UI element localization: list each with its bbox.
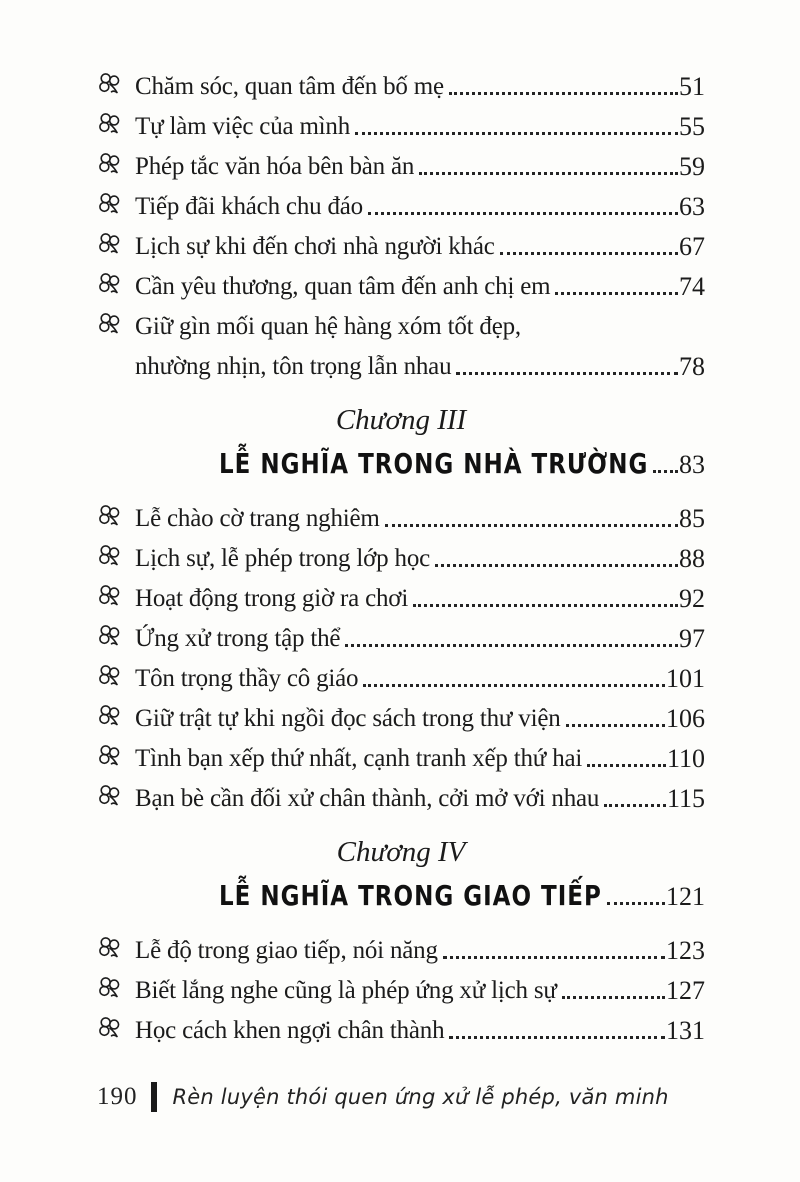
folio-page-number: 190 bbox=[97, 1083, 138, 1110]
toc-entry-page-number: 85 bbox=[679, 504, 705, 534]
toc-entry-title: Phép tắc văn hóa bên bàn ăn bbox=[135, 153, 415, 181]
toc-entry-page-number: 115 bbox=[666, 784, 705, 814]
dot-leader bbox=[607, 902, 665, 905]
toc-entry bbox=[97, 302, 705, 342]
dot-leader bbox=[555, 292, 678, 295]
dot-leader bbox=[435, 564, 678, 567]
toc-entry bbox=[97, 142, 705, 182]
toc-entry-title: Hoạt động trong giờ ra chơi bbox=[135, 585, 409, 613]
table-of-contents bbox=[97, 62, 705, 1046]
clover-bullet-icon bbox=[97, 311, 135, 342]
clover-bullet-icon bbox=[97, 583, 135, 614]
toc-entry-page-number: 59 bbox=[679, 152, 705, 182]
dot-leader bbox=[345, 644, 678, 647]
toc-section-items bbox=[97, 926, 705, 1046]
toc-entry-page-number: 127 bbox=[666, 976, 705, 1006]
toc-entry bbox=[97, 262, 705, 302]
toc-entry-page-number: 67 bbox=[679, 232, 705, 262]
toc-entry-title: Tiếp đãi khách chu đáo bbox=[135, 193, 363, 221]
toc-entry bbox=[97, 102, 705, 142]
dot-leader bbox=[604, 804, 666, 807]
toc-entry-page-number: 106 bbox=[666, 704, 705, 734]
toc-entry bbox=[97, 574, 705, 614]
footer-book-title: Rèn luyện thói quen ứng xử lễ phép, văn minh bbox=[172, 1085, 669, 1109]
dot-leader bbox=[456, 372, 678, 375]
toc-entry-page-number: 74 bbox=[679, 272, 705, 302]
toc-entry bbox=[97, 734, 705, 774]
dot-leader bbox=[566, 724, 665, 727]
toc-entry bbox=[97, 62, 705, 102]
toc-entry-page-number: 101 bbox=[666, 664, 705, 694]
clover-bullet-icon bbox=[97, 743, 135, 774]
toc-entry bbox=[97, 966, 705, 1006]
dot-leader bbox=[413, 604, 678, 607]
toc-entry bbox=[97, 654, 705, 694]
clover-bullet-icon bbox=[97, 111, 135, 142]
toc-entry-page-number: 92 bbox=[679, 584, 705, 614]
toc-entry bbox=[97, 342, 705, 382]
toc-section-items bbox=[97, 494, 705, 814]
chapter-page-number: 121 bbox=[666, 882, 705, 912]
chapter-heading bbox=[97, 836, 705, 912]
toc-section-items bbox=[97, 62, 705, 382]
clover-bullet-icon bbox=[97, 71, 135, 102]
dot-leader bbox=[355, 132, 678, 135]
toc-entry bbox=[97, 694, 705, 734]
toc-entry-title: Tự làm việc của mình bbox=[135, 113, 351, 141]
toc-entry-page-number: 131 bbox=[666, 1016, 705, 1046]
chapter-page-number: 83 bbox=[679, 450, 705, 480]
toc-entry-title: Giữ trật tự khi ngồi đọc sách trong thư viện bbox=[135, 705, 561, 733]
clover-bullet-icon bbox=[97, 503, 135, 534]
toc-entry-page-number: 110 bbox=[666, 744, 705, 774]
toc-entry-page-number: 123 bbox=[666, 936, 705, 966]
dot-leader bbox=[363, 684, 665, 687]
chapter-title-row bbox=[97, 440, 705, 480]
footer-divider-bar bbox=[151, 1082, 157, 1112]
toc-entry-title: nhường nhịn, tôn trọng lẫn nhau bbox=[135, 353, 452, 381]
dot-leader bbox=[368, 212, 678, 215]
toc-entry-title: Tôn trọng thầy cô giáo bbox=[135, 665, 359, 693]
dot-leader bbox=[443, 956, 665, 959]
toc-entry bbox=[97, 534, 705, 574]
toc-entry-page-number: 63 bbox=[679, 192, 705, 222]
clover-bullet-icon bbox=[97, 623, 135, 654]
toc-entry-page-number: 51 bbox=[679, 72, 705, 102]
dot-leader bbox=[449, 92, 678, 95]
toc-entry bbox=[97, 1006, 705, 1046]
toc-entry-title: Lễ chào cờ trang nghiêm bbox=[135, 505, 380, 533]
dot-leader bbox=[449, 1036, 665, 1039]
toc-entry bbox=[97, 222, 705, 262]
toc-entry bbox=[97, 926, 705, 966]
clover-bullet-icon bbox=[97, 935, 135, 966]
clover-bullet-icon bbox=[97, 663, 135, 694]
clover-bullet-icon bbox=[97, 703, 135, 734]
clover-bullet-icon bbox=[97, 191, 135, 222]
toc-entry-title: Lễ độ trong giao tiếp, nói năng bbox=[135, 937, 438, 965]
chapter-title: LỄ NGHĨA TRONG NHÀ TRƯỜNG bbox=[219, 449, 649, 480]
clover-bullet-icon bbox=[97, 151, 135, 182]
toc-entry-title: Bạn bè cần đối xử chân thành, cởi mở với nhau bbox=[135, 785, 600, 813]
toc-entry-title: Cần yêu thương, quan tâm đến anh chị em bbox=[135, 273, 551, 301]
toc-entry-title: Biết lắng nghe cũng là phép ứng xử lịch sự bbox=[135, 977, 557, 1005]
clover-bullet-icon bbox=[97, 231, 135, 262]
dot-leader bbox=[587, 764, 666, 767]
toc-entry bbox=[97, 614, 705, 654]
clover-bullet-icon bbox=[97, 271, 135, 302]
toc-entry-page-number: 78 bbox=[679, 352, 705, 382]
toc-entry-page-number: 88 bbox=[679, 544, 705, 574]
clover-bullet-icon bbox=[97, 543, 135, 574]
toc-entry-page-number: 97 bbox=[679, 624, 705, 654]
dot-leader bbox=[385, 524, 678, 527]
toc-entry-title: Học cách khen ngợi chân thành bbox=[135, 1017, 445, 1045]
chapter-title: LỄ NGHĨA TRONG GIAO TIẾP bbox=[219, 881, 602, 912]
toc-entry-title: Lịch sự, lễ phép trong lớp học bbox=[135, 545, 431, 573]
toc-entry-title: Chăm sóc, quan tâm đến bố mẹ bbox=[135, 73, 444, 101]
chapter-heading bbox=[97, 404, 705, 480]
chapter-label: Chương III bbox=[335, 404, 467, 436]
toc-entry bbox=[97, 182, 705, 222]
toc-entry bbox=[97, 774, 705, 814]
dot-leader bbox=[562, 996, 665, 999]
toc-entry bbox=[97, 494, 705, 534]
clover-bullet-icon bbox=[97, 975, 135, 1006]
page-footer bbox=[97, 1080, 669, 1114]
clover-bullet-icon bbox=[97, 783, 135, 814]
toc-entry-title: Giữ gìn mối quan hệ hàng xóm tốt đẹp, bbox=[135, 313, 521, 341]
dot-leader bbox=[500, 252, 678, 255]
chapter-title-row bbox=[97, 872, 705, 912]
dot-leader bbox=[419, 172, 678, 175]
toc-entry-title: Lịch sự khi đến chơi nhà người khác bbox=[135, 233, 495, 261]
toc-entry-title: Tình bạn xếp thứ nhất, cạnh tranh xếp thứ hai bbox=[135, 745, 583, 773]
dot-leader bbox=[653, 470, 678, 473]
toc-entry-page-number: 55 bbox=[679, 112, 705, 142]
chapter-label: Chương IV bbox=[336, 836, 466, 868]
clover-bullet-icon bbox=[97, 1015, 135, 1046]
toc-entry-title: Ứng xử trong tập thể bbox=[135, 625, 341, 653]
